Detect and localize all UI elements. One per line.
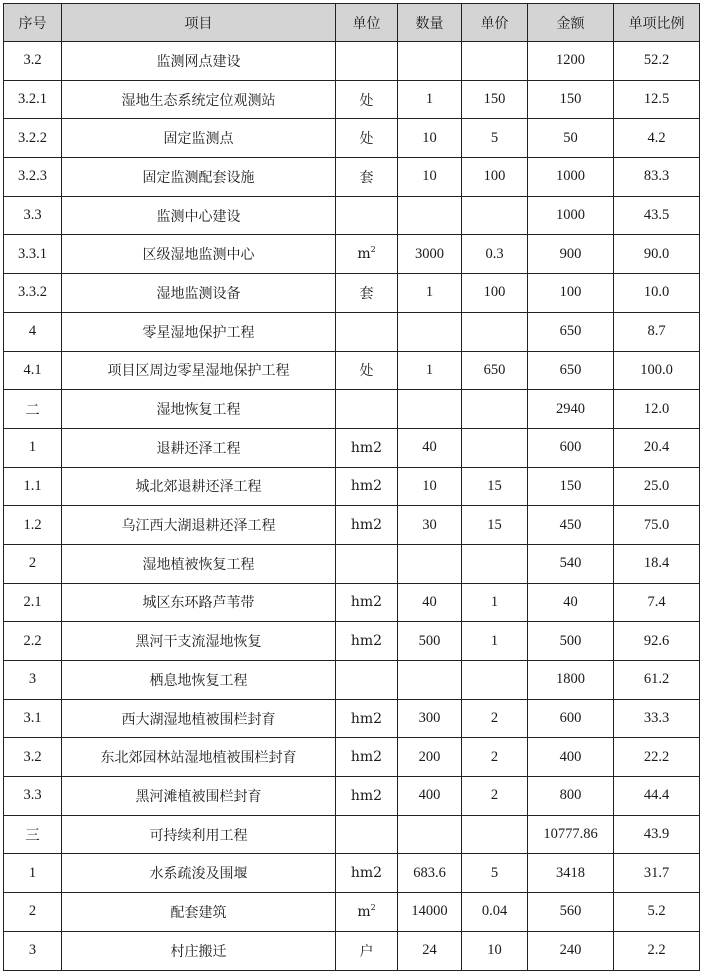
table-row: [4, 390, 700, 429]
table-row: [4, 235, 700, 274]
cell-item: 水系疏浚及围堰: [62, 854, 336, 893]
cell-amount: 650: [528, 312, 614, 351]
cell-item: 湿地生态系统定位观测站: [62, 80, 336, 119]
cell-ratio: 4.2: [614, 119, 700, 158]
cell-seq: 3.3: [4, 777, 62, 816]
cell-ratio: 92.6: [614, 622, 700, 661]
cell-unit: [336, 42, 398, 81]
cell-amount: 2940: [528, 390, 614, 429]
cell-amount: 560: [528, 893, 614, 932]
cell-amount: 1000: [528, 196, 614, 235]
table-row: [4, 622, 700, 661]
cell-seq: 3.2.3: [4, 158, 62, 197]
cell-qty: 40: [398, 583, 462, 622]
cell-qty: 1: [398, 80, 462, 119]
cell-item: 黑河滩植被围栏封育: [62, 777, 336, 816]
cell-unit: [336, 544, 398, 583]
cell-ratio: 83.3: [614, 158, 700, 197]
cell-item: 配套建筑: [62, 893, 336, 932]
cell-seq: 2: [4, 544, 62, 583]
cell-seq: 3.2: [4, 738, 62, 777]
cell-price: [462, 544, 528, 583]
cell-unit: [336, 815, 398, 854]
cell-price: [462, 196, 528, 235]
cell-qty: [398, 661, 462, 700]
cell-amount: 500: [528, 622, 614, 661]
cell-amount: 150: [528, 467, 614, 506]
cell-item: 东北郊园林站湿地植被围栏封育: [62, 738, 336, 777]
cell-seq: 2: [4, 893, 62, 932]
cell-seq: 1: [4, 854, 62, 893]
cell-unit: $m^2$: [336, 893, 398, 932]
cell-seq: 3: [4, 931, 62, 970]
table-row: [4, 351, 700, 390]
cell-price: 0.04: [462, 893, 528, 932]
table-row: [4, 815, 700, 854]
cell-seq: 2.1: [4, 583, 62, 622]
cell-item: 湿地植被恢复工程: [62, 544, 336, 583]
table-row: [4, 274, 700, 313]
cell-price: 2: [462, 777, 528, 816]
cell-amount: 3418: [528, 854, 614, 893]
table-row: [4, 583, 700, 622]
cell-amount: 240: [528, 931, 614, 970]
table-row: [4, 467, 700, 506]
cell-qty: 40: [398, 428, 462, 467]
cell-item: 黑河干支流湿地恢复: [62, 622, 336, 661]
cell-unit: 处: [336, 80, 398, 119]
cell-amount: 1200: [528, 42, 614, 81]
cell-unit: 户: [336, 931, 398, 970]
cell-unit: $m^2$: [336, 235, 398, 274]
cell-ratio: 8.7: [614, 312, 700, 351]
cell-price: 5: [462, 119, 528, 158]
table-row: [4, 158, 700, 197]
cell-price: [462, 815, 528, 854]
table-row: [4, 661, 700, 700]
cell-item: 监测中心建设: [62, 196, 336, 235]
cell-unit: 套: [336, 158, 398, 197]
cell-amount: 800: [528, 777, 614, 816]
cell-qty: 400: [398, 777, 462, 816]
table-row: [4, 80, 700, 119]
cell-seq: 3.2.1: [4, 80, 62, 119]
cell-qty: 3000: [398, 235, 462, 274]
cell-price: 1: [462, 583, 528, 622]
cell-item: 零星湿地保护工程: [62, 312, 336, 351]
cell-qty: [398, 815, 462, 854]
cell-amount: 1000: [528, 158, 614, 197]
table-row: [4, 544, 700, 583]
table-row: [4, 428, 700, 467]
cell-seq: 3: [4, 661, 62, 700]
cell-qty: 10: [398, 467, 462, 506]
cell-seq: 2.2: [4, 622, 62, 661]
cell-unit: hm2: [336, 777, 398, 816]
cell-ratio: 75.0: [614, 506, 700, 545]
cell-qty: [398, 390, 462, 429]
header-qty: 数量: [398, 4, 462, 42]
cell-qty: 10: [398, 158, 462, 197]
cell-unit: 处: [336, 119, 398, 158]
cell-price: 2: [462, 738, 528, 777]
cell-price: 1: [462, 622, 528, 661]
cell-price: [462, 428, 528, 467]
cell-ratio: 90.0: [614, 235, 700, 274]
cell-ratio: 61.2: [614, 661, 700, 700]
cell-seq: 3.3.1: [4, 235, 62, 274]
cell-item: 城北郊退耕还泽工程: [62, 467, 336, 506]
cell-seq: 3.1: [4, 699, 62, 738]
cell-unit: hm2: [336, 699, 398, 738]
cell-amount: 10777.86: [528, 815, 614, 854]
cell-ratio: 5.2: [614, 893, 700, 932]
cell-price: 15: [462, 506, 528, 545]
cell-ratio: 43.9: [614, 815, 700, 854]
cell-amount: 1800: [528, 661, 614, 700]
cell-unit: hm2: [336, 622, 398, 661]
table-row: [4, 119, 700, 158]
cell-item: 项目区周边零星湿地保护工程: [62, 351, 336, 390]
cell-price: 15: [462, 467, 528, 506]
cell-ratio: 10.0: [614, 274, 700, 313]
cell-item: 城区东环路芦苇带: [62, 583, 336, 622]
cell-qty: 30: [398, 506, 462, 545]
cell-amount: 540: [528, 544, 614, 583]
cell-unit: hm2: [336, 854, 398, 893]
cell-item: 固定监测配套设施: [62, 158, 336, 197]
cell-item: 村庄搬迁: [62, 931, 336, 970]
cell-amount: 40: [528, 583, 614, 622]
cell-unit: [336, 661, 398, 700]
cell-item: 区级湿地监测中心: [62, 235, 336, 274]
cell-ratio: 18.4: [614, 544, 700, 583]
table-row: [4, 312, 700, 351]
cell-seq: 4: [4, 312, 62, 351]
header-amount: 金额: [528, 4, 614, 42]
cell-qty: 24: [398, 931, 462, 970]
cell-unit: 套: [336, 274, 398, 313]
cell-ratio: 43.5: [614, 196, 700, 235]
cell-amount: 100: [528, 274, 614, 313]
cell-qty: 200: [398, 738, 462, 777]
table-row: [4, 893, 700, 932]
cell-amount: 600: [528, 699, 614, 738]
cell-qty: 1: [398, 274, 462, 313]
cell-amount: 650: [528, 351, 614, 390]
header-price: 单价: [462, 4, 528, 42]
cell-qty: 1: [398, 351, 462, 390]
header-unit: 单位: [336, 4, 398, 42]
cell-price: 5: [462, 854, 528, 893]
cell-ratio: 2.2: [614, 931, 700, 970]
cell-item: 西大湖湿地植被围栏封育: [62, 699, 336, 738]
cell-unit: [336, 312, 398, 351]
cell-ratio: 25.0: [614, 467, 700, 506]
cell-item: 退耕还泽工程: [62, 428, 336, 467]
cell-amount: 450: [528, 506, 614, 545]
cell-price: 10: [462, 931, 528, 970]
cell-qty: 683.6: [398, 854, 462, 893]
cell-ratio: 100.0: [614, 351, 700, 390]
cell-qty: [398, 544, 462, 583]
cell-item: 乌江西大湖退耕还泽工程: [62, 506, 336, 545]
cell-seq: 二: [4, 390, 62, 429]
cell-item: 湿地恢复工程: [62, 390, 336, 429]
cell-price: [462, 661, 528, 700]
table-row: [4, 738, 700, 777]
cell-seq: 1.1: [4, 467, 62, 506]
table-row: [4, 699, 700, 738]
cell-qty: [398, 312, 462, 351]
table-row: [4, 931, 700, 970]
cell-price: 650: [462, 351, 528, 390]
cell-seq: 3.3: [4, 196, 62, 235]
cell-seq: 三: [4, 815, 62, 854]
cell-qty: [398, 196, 462, 235]
header-ratio: 单项比例: [614, 4, 700, 42]
cell-amount: 900: [528, 235, 614, 274]
cell-qty: 14000: [398, 893, 462, 932]
cell-price: 0.3: [462, 235, 528, 274]
cell-unit: [336, 196, 398, 235]
budget-table: [3, 3, 700, 971]
cell-unit: hm2: [336, 467, 398, 506]
cell-seq: 1.2: [4, 506, 62, 545]
cell-ratio: 52.2: [614, 42, 700, 81]
cell-seq: 3.2: [4, 42, 62, 81]
cell-price: 100: [462, 274, 528, 313]
cell-ratio: 7.4: [614, 583, 700, 622]
cell-unit: hm2: [336, 506, 398, 545]
cell-amount: 150: [528, 80, 614, 119]
cell-price: [462, 390, 528, 429]
cell-unit: hm2: [336, 738, 398, 777]
cell-item: 可持续利用工程: [62, 815, 336, 854]
cell-unit: [336, 390, 398, 429]
cell-ratio: 31.7: [614, 854, 700, 893]
cell-qty: 300: [398, 699, 462, 738]
cell-item: 固定监测点: [62, 119, 336, 158]
cell-ratio: 12.0: [614, 390, 700, 429]
cell-price: 150: [462, 80, 528, 119]
cell-item: 湿地监测设备: [62, 274, 336, 313]
table-row: [4, 42, 700, 81]
cell-item: 栖息地恢复工程: [62, 661, 336, 700]
cell-qty: [398, 42, 462, 81]
header-seq: 序号: [4, 4, 62, 42]
cell-amount: 50: [528, 119, 614, 158]
cell-seq: 3.2.2: [4, 119, 62, 158]
cell-price: 100: [462, 158, 528, 197]
cell-item: 监测网点建设: [62, 42, 336, 81]
cell-ratio: 22.2: [614, 738, 700, 777]
cell-amount: 400: [528, 738, 614, 777]
cell-price: [462, 42, 528, 81]
cell-ratio: 20.4: [614, 428, 700, 467]
cell-price: 2: [462, 699, 528, 738]
cell-price: [462, 312, 528, 351]
cell-unit: hm2: [336, 428, 398, 467]
cell-unit: 处: [336, 351, 398, 390]
header-item: 项目: [62, 4, 336, 42]
table-row: [4, 506, 700, 545]
cell-amount: 600: [528, 428, 614, 467]
cell-seq: 1: [4, 428, 62, 467]
cell-qty: 500: [398, 622, 462, 661]
cell-seq: 4.1: [4, 351, 62, 390]
cell-seq: 3.3.2: [4, 274, 62, 313]
cell-ratio: 33.3: [614, 699, 700, 738]
cell-ratio: 12.5: [614, 80, 700, 119]
table-row: [4, 777, 700, 816]
cell-qty: 10: [398, 119, 462, 158]
cell-unit: hm2: [336, 583, 398, 622]
cell-ratio: 44.4: [614, 777, 700, 816]
table-header-row: [4, 4, 700, 42]
table-row: [4, 854, 700, 893]
table-row: [4, 196, 700, 235]
